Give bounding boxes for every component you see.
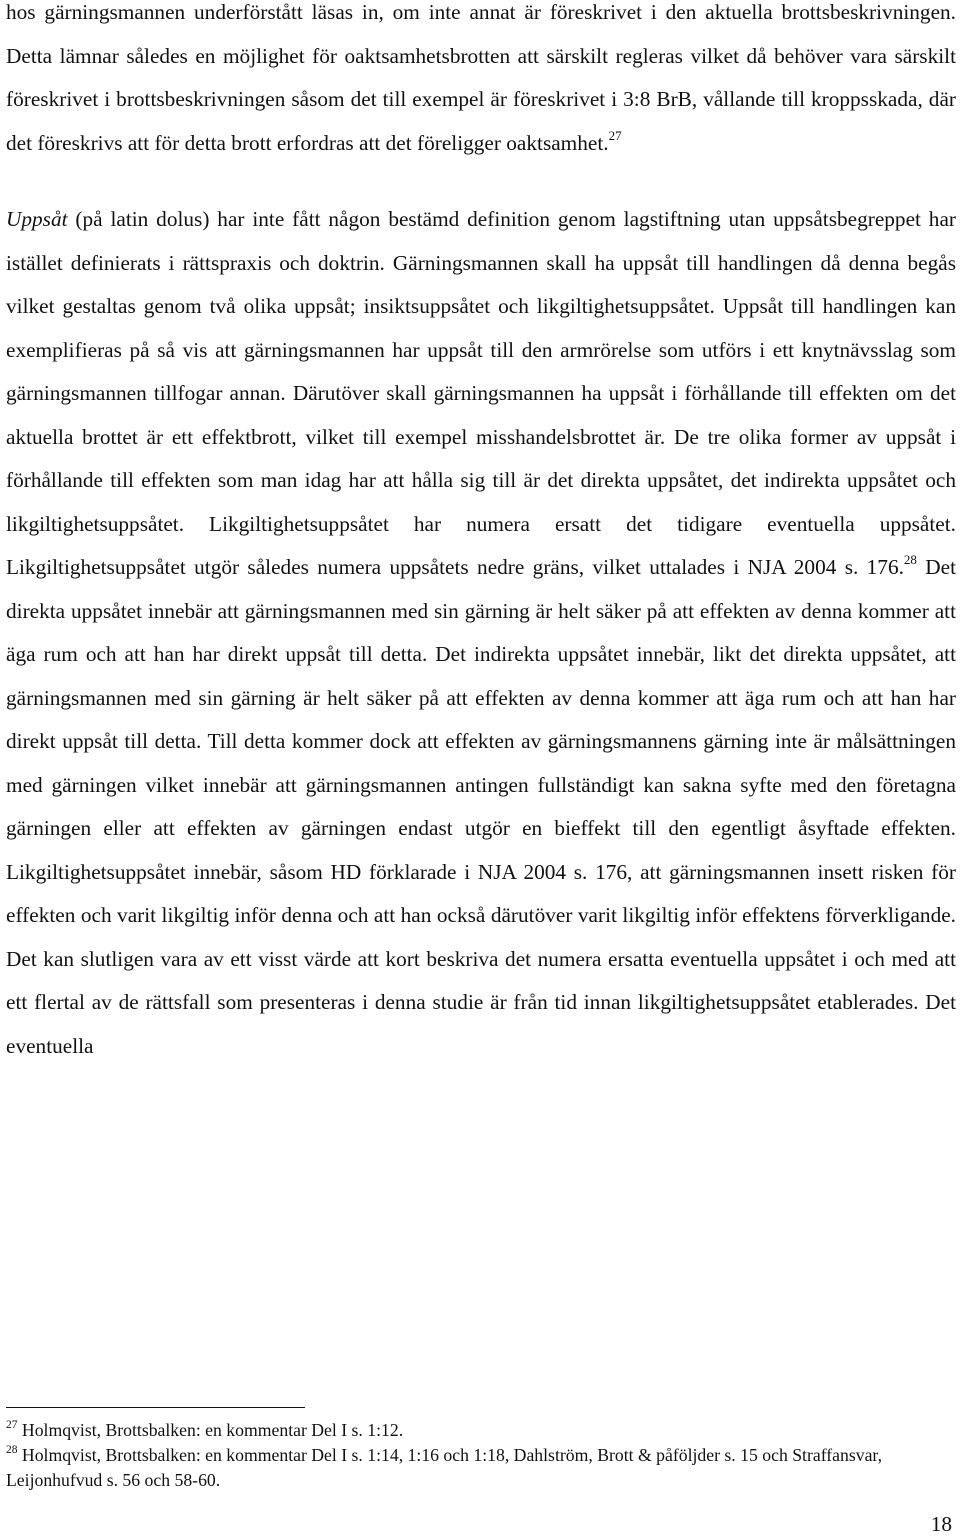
footnote-text: Holmqvist, Brottsbalken: en kommentar Del I s. 1:12. [17, 1420, 404, 1440]
footnote-text: Holmqvist, Brottsbalken: en kommentar Del I s. 1:14, 1:16 och 1:18, Dahlström, Brott & påföljder s. 15 och Straffansvar, Leijonhufvud s. 56 och 58-60. [6, 1445, 883, 1490]
footnote-27 [6, 1418, 956, 1443]
page-body [6, 0, 956, 1068]
footnote-number: 28 [6, 1444, 18, 1456]
footnote-reference-28[interactable]: 28 [903, 552, 917, 567]
footnote-28 [6, 1443, 956, 1493]
footnote-number: 27 [6, 1419, 18, 1431]
paragraph-text: (på latin dolus) har inte fått någon bestämd definition genom lagstiftning utan uppsåtsbegreppet har istället definierats i rättspraxis och doktrin. Gärningsmannen skall ha uppsåt till handlingen då denna begås vilket gestaltas genom två olika uppsåt; insiktsuppsåtet och likgiltighetsuppsåtet. Uppsåt till handlingen kan exemplifieras på så vis att gärningsmannen har uppsåt till den armrörelse som utförs i ett knytnävsslag som gärningsmannen tillfogar annan. Därutöver skall gärningsmannen ha uppsåt i förhållande till effekten om det aktuella brottet är ett effektbrott, vilket till exempel misshandelsbrottet är. De tre olika former av uppsåt i förhållande till effekten som man idag har att hålla sig till är det direkta uppsåtet, det indirekta uppsåtet och likgiltighetsuppsåtet. Likgiltighetsuppsåtet har numera ersatt det tidigare eventuella uppsåtet. Likgiltighetsuppsåtet utgör således numera uppsåtets nedre gräns, vilket uttalades i NJA 2004 s. 176. [6, 207, 956, 579]
paragraph-text-continued: Det direkta uppsåtet innebär att gärningsmannen med sin gärning är helt säker på att effekten av denna kommer att äga rum och att han har direkt uppsåt till detta. Det indirekta uppsåtet innebär, likt det direkta uppsåtet, att gärningsmannen med sin gärning är helt säker på att effekten av denna kommer att äga rum och att han har direkt uppsåt till detta. Till detta kommer dock att effekten av gärningsmannens gärning inte är målsättningen med gärningen vilket innebär att gärningsmannen antingen fullständigt kan sakna syfte med den företagna gärningen eller att effekten av gärningen endast utgör en bieffekt till den egentligt åsyftade effekten. Likgiltighetsuppsåtet innebär, såsom HD förklarade i NJA 2004 s. 176, att gärningsmannen insett risken för effekten och varit likgiltig inför denna och att han också därutöver varit likgiltig inför effektens förverkligande. Det kan slutligen vara av ett visst värde att kort beskriva det numera ersatta eventuella uppsåtet i och med att ett flertal av de rättsfall som presenteras i denna studie är från tid innan likgiltighetsuppsåtet etablerades. Det eventuella [6, 555, 957, 1058]
page-number: 18 [930, 1512, 952, 1536]
paragraph-uppsat [6, 198, 956, 1068]
paragraph-text: hos gärningsmannen underförstått läsas in, om inte annat är föreskrivet i den aktuella brottsbeskrivningen. Detta lämnar således en möjlighet för oaktsamhetsbrotten att särskilt regleras vilket då behöver vara särskilt föreskrivet i brottsbeskrivningen såsom det till exempel är föreskrivet i 3:8 BrB, vållande till kroppsskada, där det föreskrivs att för detta brott erfordras att det föreligger oaktsamhet. [6, 0, 956, 155]
footnotes [6, 1418, 956, 1493]
footnote-reference-27[interactable]: 27 [608, 127, 622, 143]
footnote-separator [6, 1407, 305, 1408]
paragraph-oaktsamhet [6, 0, 956, 165]
term-uppsat: Uppsåt [6, 207, 68, 231]
